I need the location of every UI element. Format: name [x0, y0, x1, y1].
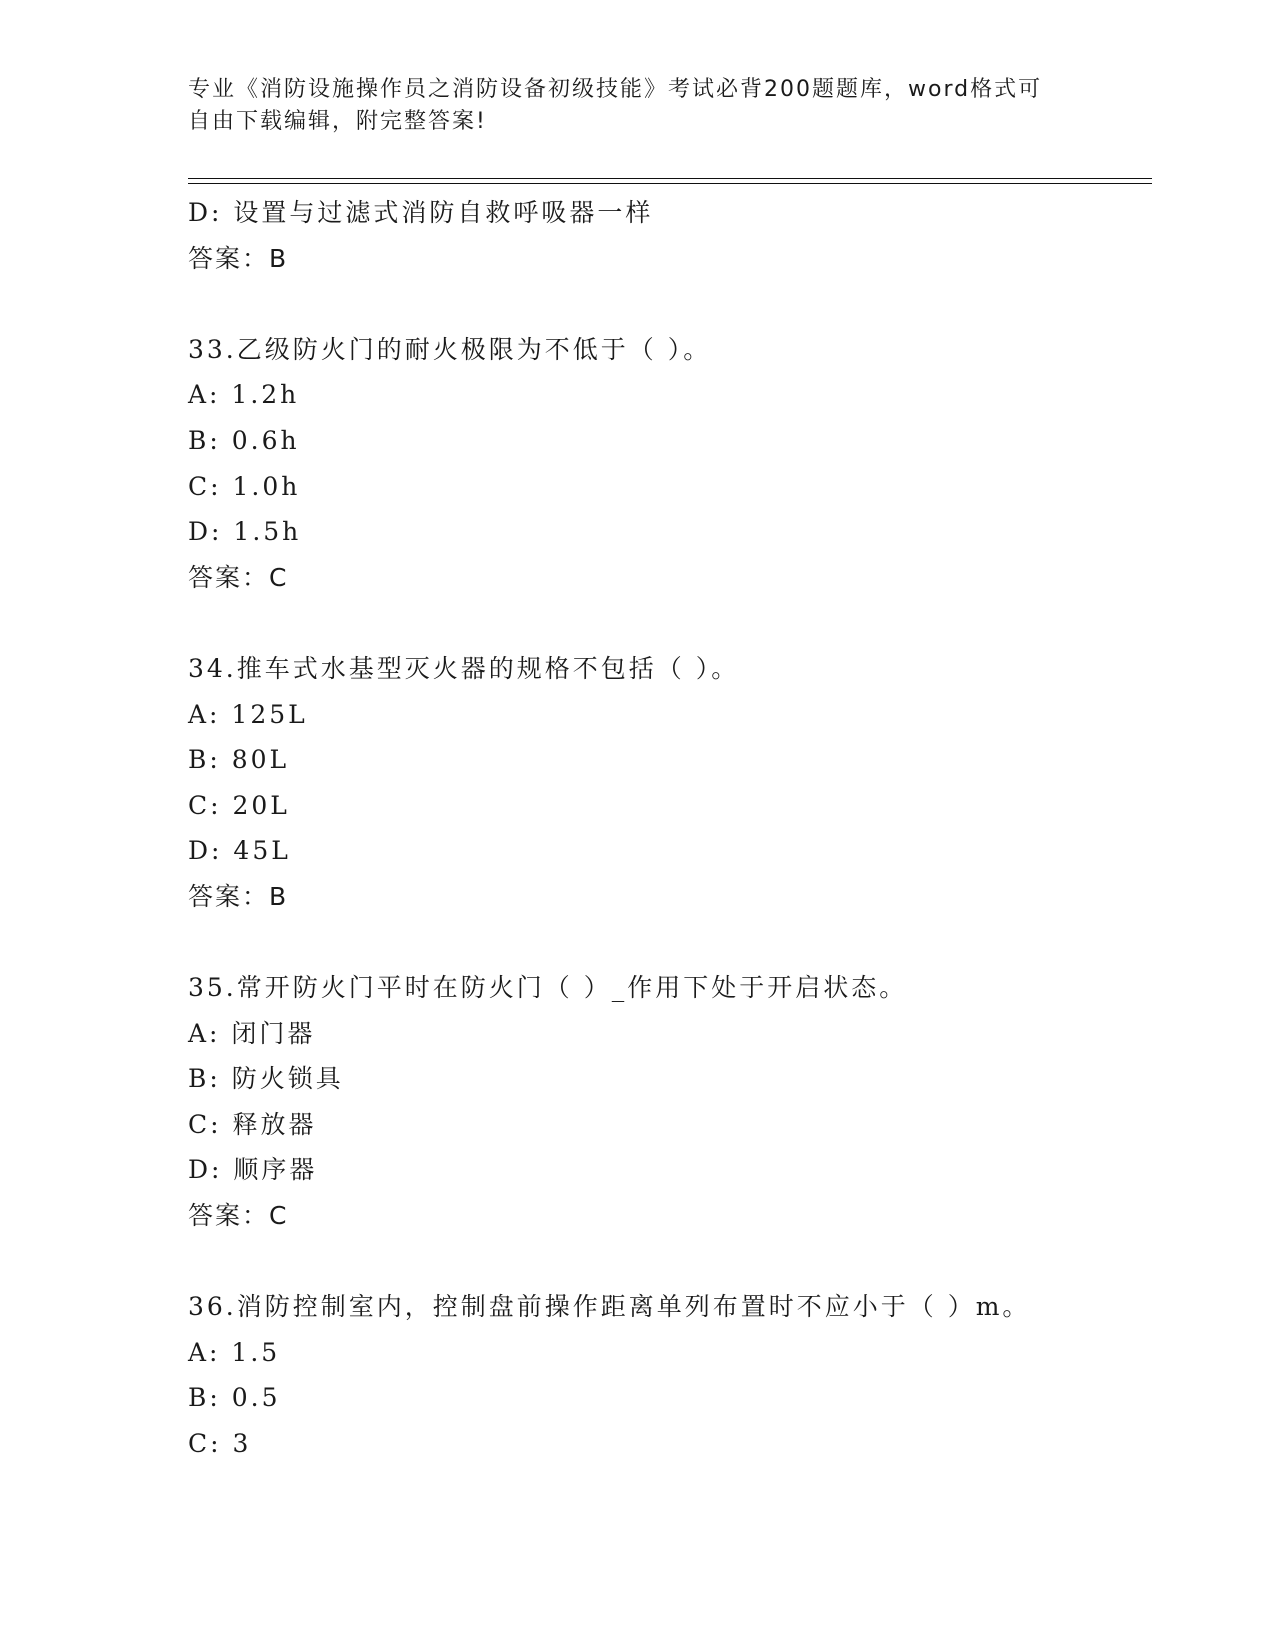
answer-line: 答案：C	[188, 562, 289, 592]
header-divider-bottom	[188, 183, 1152, 184]
document-header	[188, 74, 1088, 138]
question-block	[188, 327, 1152, 601]
question-stem: 34.推车式水基型灭火器的规格不包括（ ）。	[188, 653, 740, 683]
option-c: C: 20L	[188, 790, 290, 820]
option-a: A: 闭门器	[188, 1018, 316, 1048]
option-a: A: 125L	[188, 699, 308, 729]
answer-line: 答案：C	[188, 1201, 289, 1231]
question-stem: 33.乙级防火门的耐火极限为不低于（ ）。	[188, 334, 712, 364]
question-block	[188, 1284, 1152, 1466]
option-b: B: 防火锁具	[188, 1064, 344, 1094]
option-a: A: 1.2h	[188, 380, 300, 410]
question-block	[188, 646, 1152, 920]
option-c: C: 释放器	[188, 1109, 317, 1139]
option-b: B: 0.6h	[188, 425, 300, 455]
question-stem: 35.常开防火门平时在防火门（ ）_作用下处于开启状态。	[188, 973, 908, 1003]
header-line-2: 自由下载编辑，附完整答案!	[188, 109, 487, 134]
question-block	[188, 965, 1152, 1239]
option-d: D: 1.5h	[188, 517, 302, 547]
option-c: C: 1.0h	[188, 471, 301, 501]
option-b: B: 0.5	[188, 1383, 281, 1413]
option-d: D: 45L	[188, 836, 291, 866]
option-b: B: 80L	[188, 745, 290, 775]
option-d: D: 设置与过滤式消防自救呼吸器一样	[188, 198, 654, 227]
question-stem: 36.消防控制室内，控制盘前操作距离单列布置时不应小于（ ）m。	[188, 1292, 1031, 1322]
answer-line: 答案：B	[188, 881, 289, 911]
option-c: C: 3	[188, 1429, 252, 1459]
question-list	[188, 190, 1152, 1467]
option-a: A: 1.5	[188, 1337, 281, 1367]
header-divider-top	[188, 178, 1152, 179]
option-d: D: 顺序器	[188, 1155, 318, 1185]
header-line-1: 专业《消防设施操作员之消防设备初级技能》考试必背200题题库，word格式可	[188, 77, 1043, 102]
answer-line: 答案：B	[188, 243, 289, 273]
